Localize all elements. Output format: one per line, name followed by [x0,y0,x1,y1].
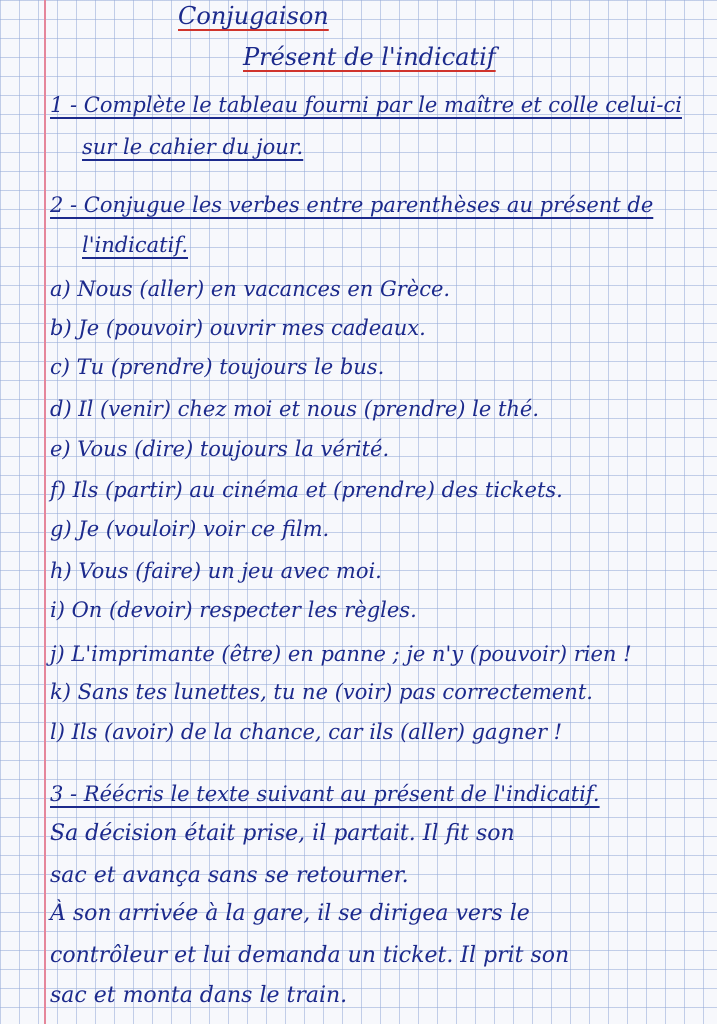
exercise-2-item-h: h) Vous (faire) un jeu avec moi. [50,559,382,583]
exercise-2-item-b: b) Je (pouvoir) ouvrir mes cadeaux. [50,316,426,340]
exercise-2-line-2: l'indicatif. [82,233,189,257]
exercise-2-item-i: i) On (devoir) respecter les règles. [50,598,417,622]
exercise-3-text-line-5: sac et monta dans le train. [50,983,348,1008]
exercise-1-line-1: 1 - Complète le tableau fourni par le maître et colle celui-ci [50,93,682,117]
exercise-2-item-j: j) L'imprimante (être) en panne ; je n'y (pouvoir) rien ! [50,642,632,666]
exercise-2-line-1: 2 - Conjugue les verbes entre parenthèses au présent de [50,193,654,217]
exercise-2-item-c: c) Tu (prendre) toujours le bus. [50,355,385,379]
exercise-2-item-f: f) Ils (partir) au cinéma et (prendre) des tickets. [50,478,563,502]
exercise-3-text-line-1: Sa décision était prise, il partait. Il fit son [50,821,515,846]
exercise-1-line-2: sur le cahier du jour. [82,135,304,159]
exercise-2-item-a: a) Nous (aller) en vacances en Grèce. [50,277,451,301]
exercise-2-item-e: e) Vous (dire) toujours la vérité. [50,437,390,461]
exercise-2-item-l: l) Ils (avoir) de la chance, car ils (aller) gagner ! [50,720,563,744]
exercise-2-item-k: k) Sans tes lunettes, tu ne (voir) pas correctement. [50,680,593,704]
exercise-2-item-d: d) Il (venir) chez moi et nous (prendre) le thé. [50,397,540,421]
page-margin-line [44,0,46,1024]
page-subtitle: Présent de l'indicatif [243,43,496,71]
exercise-3-header: 3 - Réécris le texte suivant au présent de l'indicatif. [50,782,600,806]
exercise-2-item-g: g) Je (vouloir) voir ce film. [50,517,330,541]
exercise-3-text-line-4: contrôleur et lui demanda un ticket. Il prit son [50,943,570,968]
exercise-3-text-line-2: sac et avança sans se retourner. [50,863,409,888]
exercise-3-text-line-3: À son arrivée à la gare, il se dirigea vers le [50,901,530,926]
page-title: Conjugaison [178,2,329,30]
